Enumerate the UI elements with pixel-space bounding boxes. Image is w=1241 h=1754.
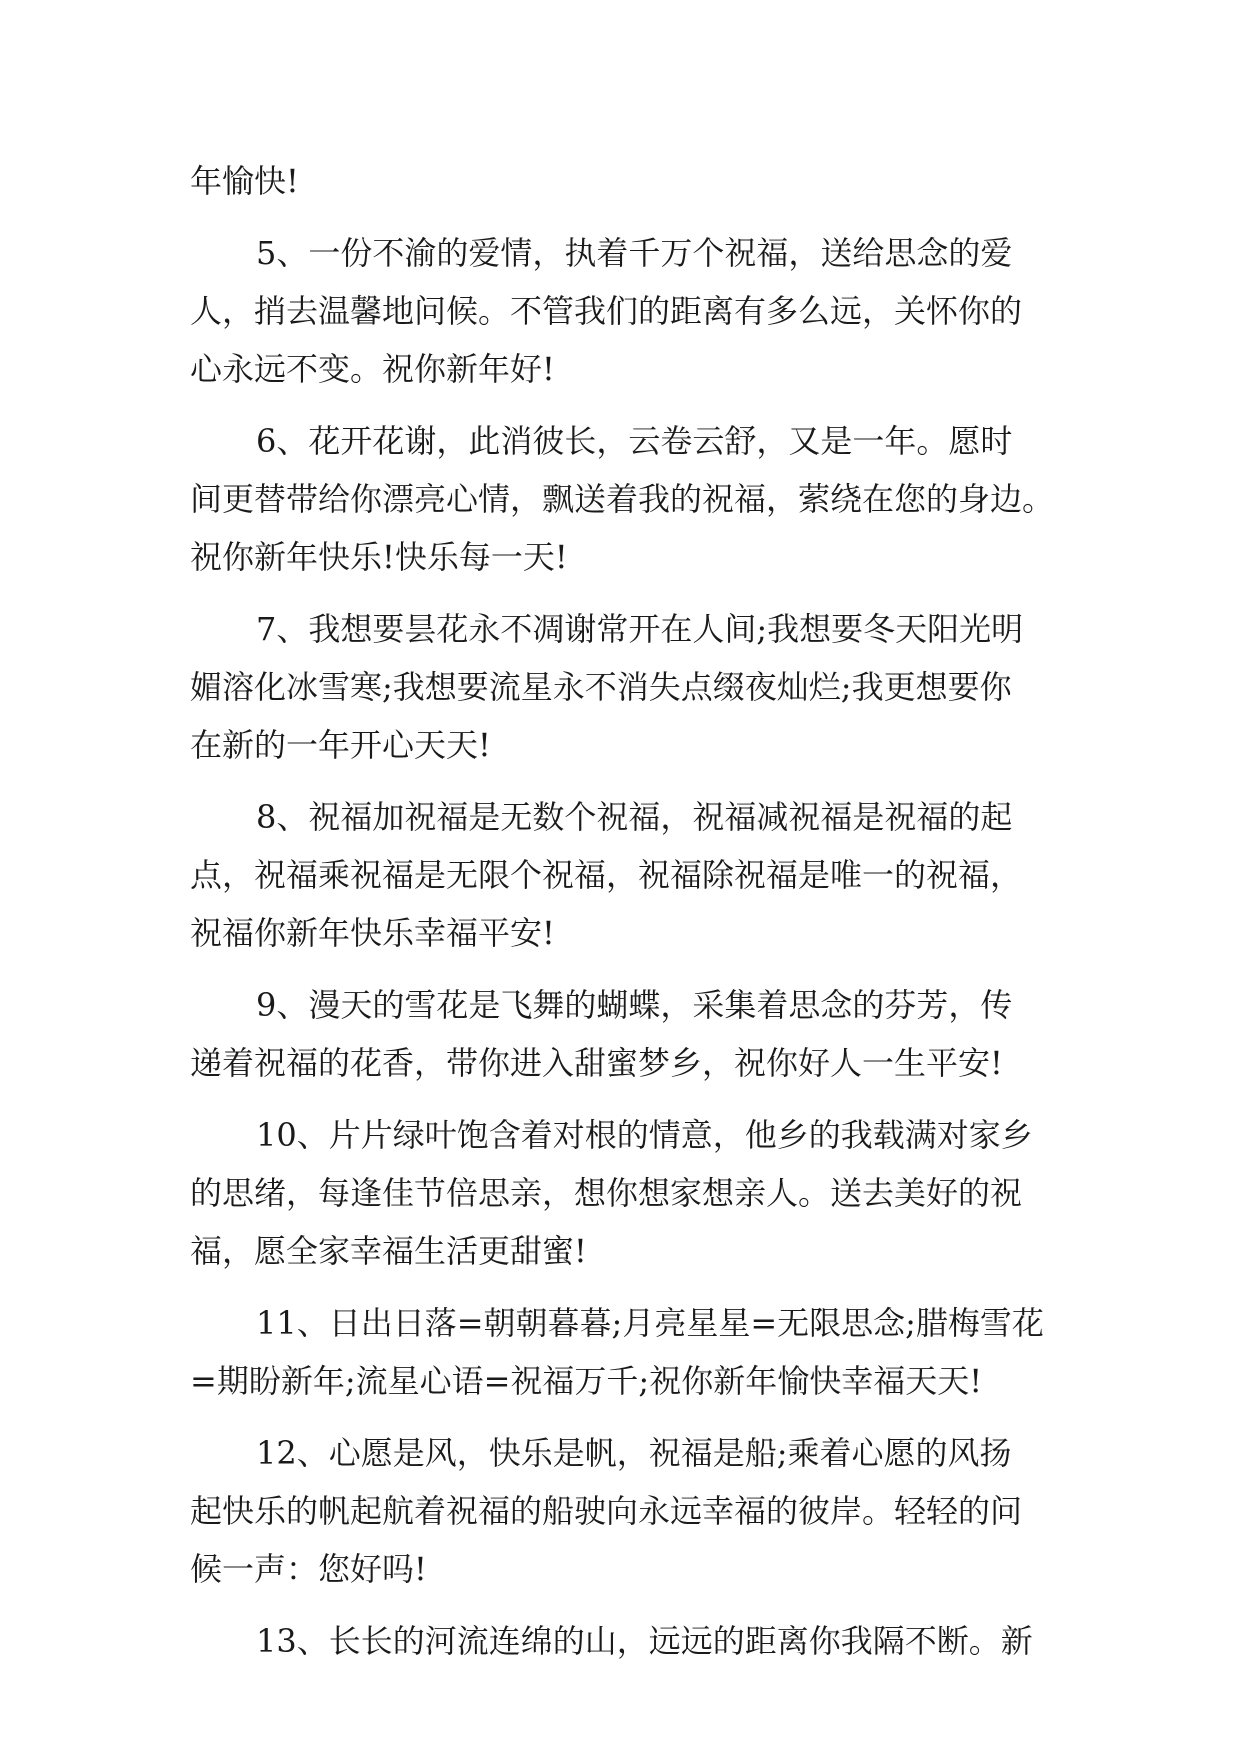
- paragraph-item-12: [190, 1424, 1058, 1598]
- text-line: 祝福你新年快乐幸福平安!: [190, 914, 555, 952]
- paragraph-item-8: [190, 788, 1058, 962]
- text-line: 点，祝福乘祝福是无限个祝福，祝福除祝福是唯一的祝福，: [190, 856, 1023, 894]
- text-line: 祝你新年快乐!快乐每一天!: [190, 538, 568, 576]
- text-line: 福，愿全家幸福生活更甜蜜!: [190, 1232, 587, 1270]
- text-line: 年愉快!: [190, 162, 299, 200]
- text-line: 在新的一年开心天天!: [190, 726, 491, 764]
- paragraph-item-9: [190, 976, 1058, 1092]
- text-line: 候一声：您好吗!: [190, 1550, 427, 1588]
- text-line: 9、漫天的雪花是飞舞的蝴蝶，采集着思念的芬芳，传: [256, 986, 1013, 1024]
- text-line: 5、一份不渝的爱情，执着千万个祝福，送给思念的爱: [256, 234, 1013, 272]
- paragraph-continuation: [190, 152, 1058, 210]
- text-line: 递着祝福的花香，带你进入甜蜜梦乡，祝你好人一生平安!: [190, 1044, 1003, 1082]
- paragraph-item-10: [190, 1106, 1058, 1280]
- text-line: 媚溶化冰雪寒;我想要流星永不消失点缀夜灿烂;我更想要你: [190, 668, 1012, 706]
- text-line: 的思绪，每逢佳节倍思亲，想你想家想亲人。送去美好的祝: [190, 1174, 1023, 1212]
- text-line: 8、祝福加祝福是无数个祝福，祝福减祝福是祝福的起: [256, 798, 1013, 836]
- text-line: 人，捎去温馨地问候。不管我们的距离有多么远，关怀你的: [190, 292, 1023, 330]
- text-line: 10、片片绿叶饱含着对根的情意，他乡的我载满对家乡: [256, 1116, 1033, 1154]
- text-line: =期盼新年;流星心语=祝福万千;祝你新年愉快幸福天天!: [190, 1362, 983, 1400]
- paragraph-item-13: [190, 1612, 1058, 1670]
- paragraph-item-11: [190, 1294, 1058, 1410]
- text-line: 6、花开花谢，此消彼长，云卷云舒，又是一年。愿时: [256, 422, 1013, 460]
- text-line: 心永远不变。祝你新年好!: [190, 350, 555, 388]
- document-body: [190, 152, 1058, 1670]
- paragraph-item-7: [190, 600, 1058, 774]
- text-line: 间更替带给你漂亮心情，飘送着我的祝福，萦绕在您的身边。: [190, 480, 1055, 518]
- paragraph-item-6: [190, 412, 1058, 586]
- text-line: 起快乐的帆起航着祝福的船驶向永远幸福的彼岸。轻轻的问: [190, 1492, 1023, 1530]
- text-line: 13、长长的河流连绵的山，远远的距离你我隔不断。新: [256, 1622, 1033, 1660]
- text-line: 12、心愿是风，快乐是帆，祝福是船;乘着心愿的风扬: [256, 1434, 1012, 1472]
- paragraph-item-5: [190, 224, 1058, 398]
- text-line: 7、我想要昙花永不凋谢常开在人间;我想要冬天阳光明: [256, 610, 1024, 648]
- text-line: 11、日出日落=朝朝暮暮;月亮星星=无限思念;腊梅雪花: [256, 1304, 1044, 1342]
